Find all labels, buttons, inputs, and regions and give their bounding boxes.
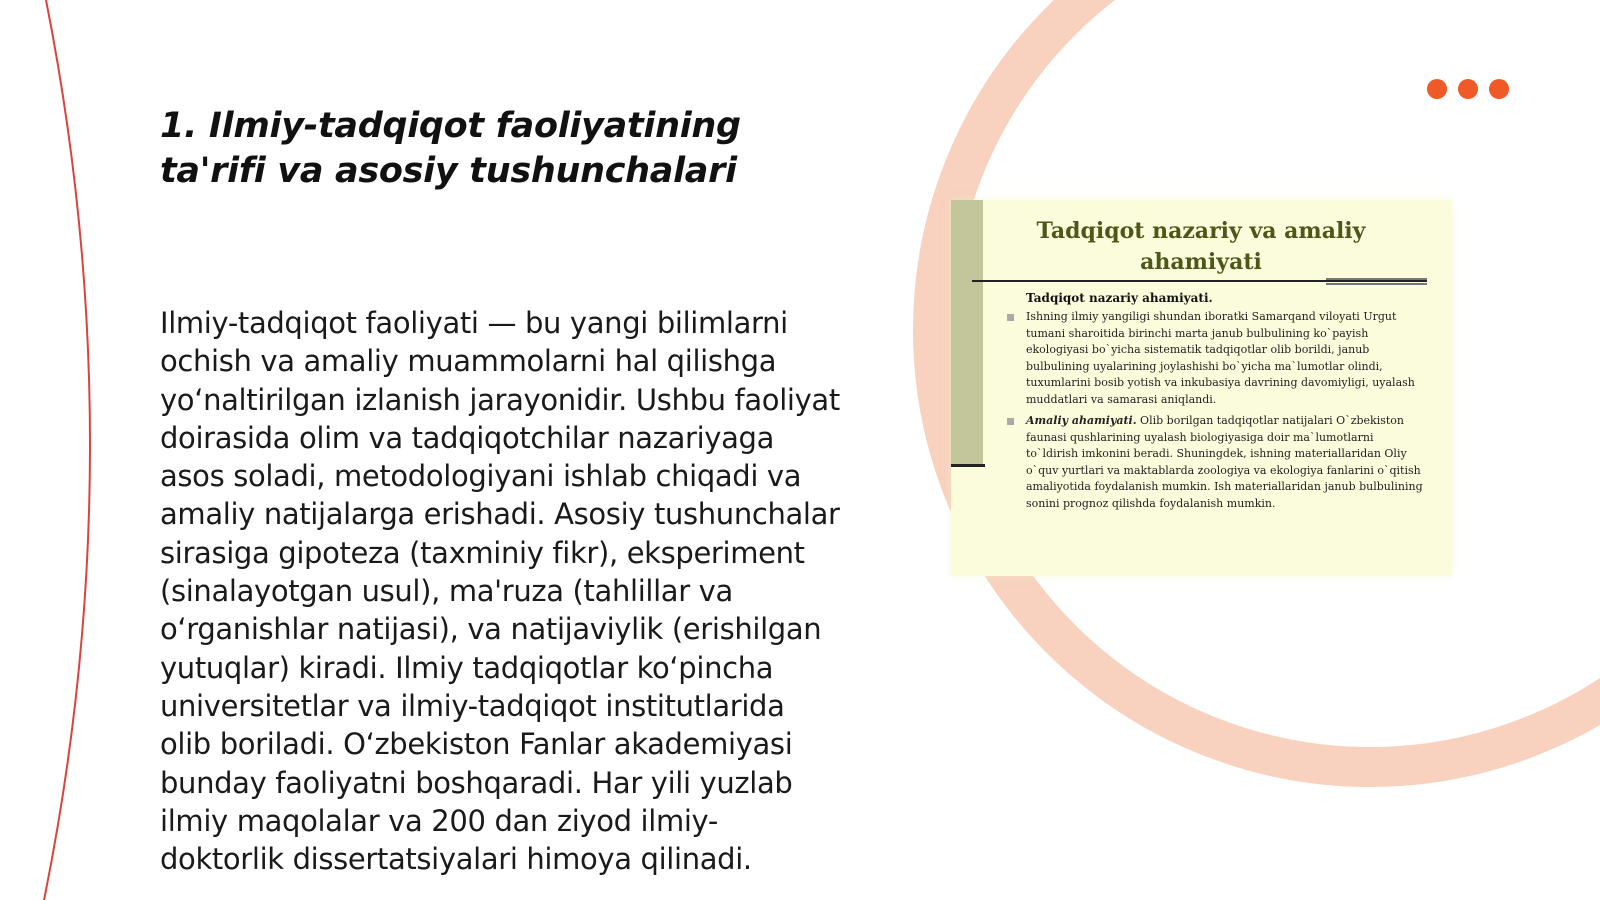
item-practical-text: Olib borilgan tadqiqotlar natijalari O`zbekiston faunasi qushlarining uyalash biologiyasiga doir ma`lumotlarni to`ldirish imkonini beradi. Shuningdek, ishning materiallaridan Oliy o`quv yurtlari va maktablarda zoologiya va ekologiya fanlarini o`qitish amaliyotida foydalanish mumkin. Ish materiallaridan janub bulbulining sonini prognoz qilishda foydalanish mumkin. xyxy=(1026,414,1423,510)
decorative-dots xyxy=(1427,79,1517,101)
embedded-slide-item-practical xyxy=(1026,413,1426,512)
dot-icon xyxy=(1427,79,1447,99)
slide-title: 1. Ilmiy-tadqiqot faoliyatining ta'rifi va asosiy tushunchalari xyxy=(160,106,741,191)
embedded-slide-sidebar-rule xyxy=(951,464,985,467)
embedded-slide-subheading: Tadqiqot nazariy ahamiyati. xyxy=(1026,291,1213,305)
item-theoretical-text: Ishning ilmiy yangiligi shundan iboratki Samarqand viloyati Urgut tumani sharoitida birinchi marta janub bulbulining ko`payish ekologiyasi bo`yicha sistematik tadqiqotlar olib borildi, janub bulbulining uyalarining joylashishi bo`yicha ma`lumotlar olindi, tuxumlarini bosib yotish va inkubasiya davrining davomiyligi, uyalash muddatlari va samarasi aniqlandi. xyxy=(1026,310,1415,406)
embedded-slide-image xyxy=(951,200,1451,576)
dot-icon xyxy=(1489,79,1509,99)
embedded-slide-double-rule xyxy=(1326,278,1427,285)
dot-icon xyxy=(1458,79,1478,99)
left-red-arc xyxy=(44,0,90,900)
embedded-slide-item-theoretical xyxy=(1026,309,1426,408)
item-practical-lead: Amaliy ahamiyati. xyxy=(1026,414,1137,427)
square-bullet-icon xyxy=(1007,314,1014,321)
embedded-slide-title: Tadqiqot nazariy va amaliy ahamiyati xyxy=(1036,218,1366,275)
square-bullet-icon xyxy=(1007,418,1014,425)
embedded-slide-sidebar xyxy=(951,200,983,466)
slide-body-text: Ilmiy-tadqiqot faoliyati — bu yangi bilimlarni ochish va amaliy muammolarni hal qilishga yo‘naltirilgan izlanish jarayonidir. Ushbu faoliyat doirasida olim va tadqiqotchilar nazariyaga asos soladi, metodologiyani ishlab chiqadi va amaliy natijalarga erishadi. Asosiy tushunchalar sirasiga gipoteza (taxminiy fikr), eksperiment (sinalayotgan usul), ma'ruza (tahlillar va o‘rganishlar natijasi), va natijaviylik (erishilgan yutuqlar) kiradi. Ilmiy tadqiqotlar ko‘pincha universitetlar va ilmiy-tadqiqot institutlarida olib boriladi. O‘zbekiston Fanlar akademiyasi bunday faoliyatni boshqaradi. Har yili yuzlab ilmiy maqolalar va 200 dan ziyod ilmiy-doktorlik dissertatsiyalari himoya qilinadi. xyxy=(160,306,840,877)
